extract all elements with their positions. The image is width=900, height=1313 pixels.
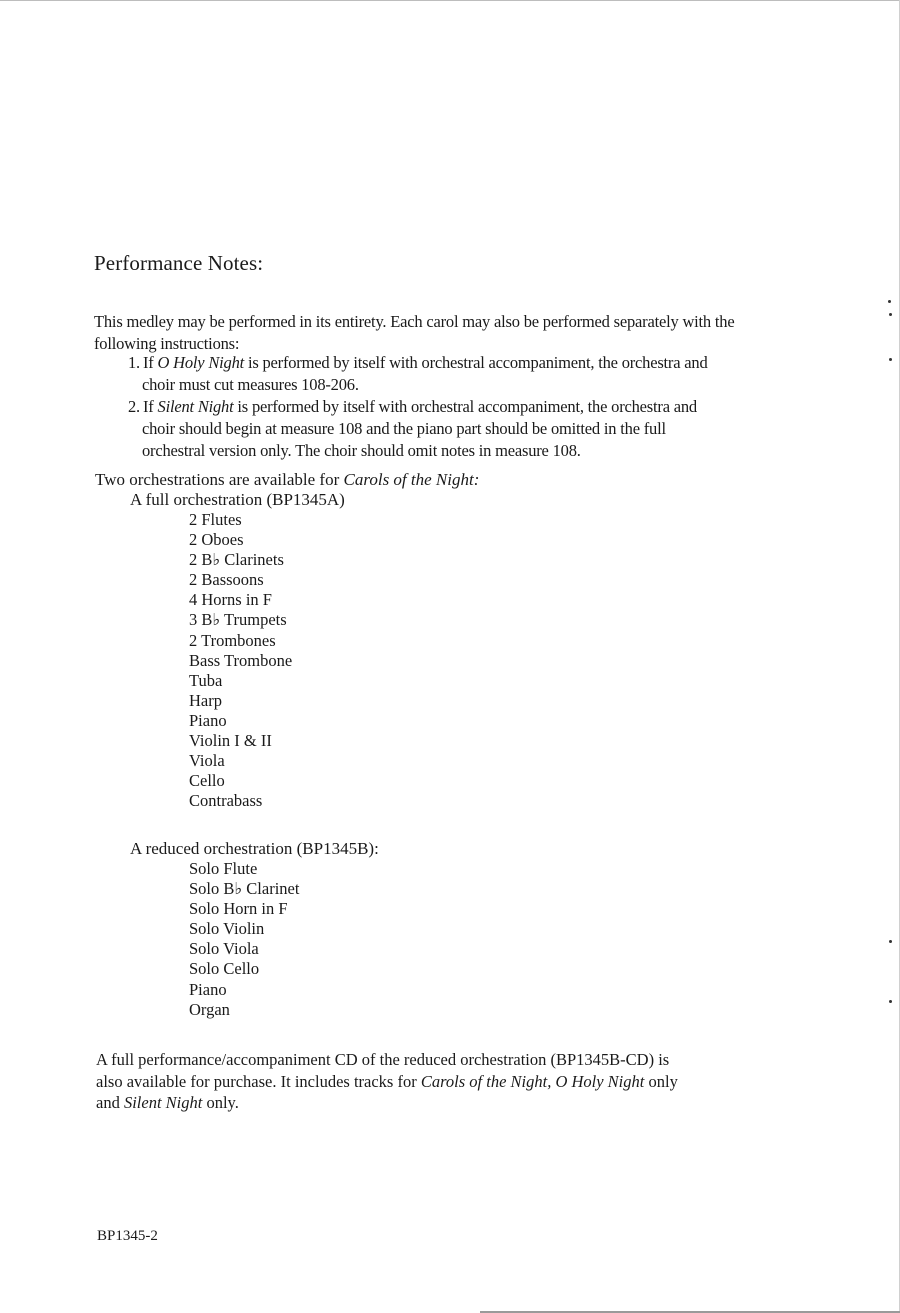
cd-note-paragraph bbox=[96, 1049, 796, 1114]
cd-note-line-2-pre: also available for purchase. It includes tracks for bbox=[96, 1071, 421, 1091]
page-title: Performance Notes: bbox=[94, 251, 264, 275]
instrument-item: Tuba bbox=[189, 670, 223, 690]
instrument-item: Solo Flute bbox=[189, 859, 258, 878]
instruction-1-pre: If bbox=[143, 353, 158, 372]
instruction-2-number: 2. bbox=[128, 397, 140, 416]
availability-title: Carols of the Night: bbox=[343, 470, 480, 489]
reduced-orchestration-list bbox=[189, 859, 299, 1020]
instrument-item: Piano bbox=[189, 979, 227, 999]
instrument-item: Solo B♭ Clarinet bbox=[189, 879, 300, 899]
instruction-1-number: 1. bbox=[128, 353, 140, 372]
instrument-item: Contrabass bbox=[189, 791, 263, 811]
availability-text: Two orchestrations are available for bbox=[95, 470, 344, 489]
instruction-2-pre: If bbox=[143, 397, 158, 416]
scan-speck bbox=[889, 940, 892, 943]
full-orchestration-heading: A full orchestration (BP1345A) bbox=[130, 490, 345, 509]
instruction-2 bbox=[128, 396, 808, 462]
instrument-item: 2 Bassoons bbox=[189, 570, 264, 590]
instrument-item: Viola bbox=[189, 751, 225, 771]
instruction-2-title: Silent Night bbox=[157, 397, 234, 416]
instrument-item: 2 B♭ Clarinets bbox=[189, 550, 284, 570]
instruction-1-line bbox=[128, 352, 808, 374]
instrument-item: Violin I & II bbox=[189, 731, 272, 751]
cd-note-line-1: A full performance/accompaniment CD of the reduced orchestration (BP1345B-CD) is bbox=[96, 1050, 670, 1069]
instrument-item: 3 B♭ Trumpets bbox=[189, 610, 287, 630]
instruction-2-post: is performed by itself with orchestral accompaniment, the orchestra and bbox=[233, 397, 697, 416]
reduced-orchestration-heading: A reduced orchestration (BP1345B): bbox=[130, 839, 379, 858]
instrument-item: 2 Trombones bbox=[189, 630, 276, 650]
instrument-item: 4 Horns in F bbox=[189, 590, 272, 610]
scan-speck bbox=[889, 358, 892, 361]
cd-note-line-3-pre: and bbox=[96, 1093, 124, 1112]
scan-speck bbox=[889, 1000, 892, 1003]
orchestrations-availability bbox=[95, 470, 479, 490]
instruction-2-continuation-2: orchestral version only. The choir should omit notes in measure 108. bbox=[142, 441, 581, 460]
cd-note-line-3-post: only. bbox=[202, 1093, 239, 1112]
intro-paragraph: This medley may be performed in its entirety. Each carol may also be performed separately with the following instructions: bbox=[94, 312, 735, 353]
scan-speck bbox=[888, 300, 891, 303]
page-footer-code: BP1345-2 bbox=[97, 1228, 158, 1244]
instruction-1-title: O Holy Night bbox=[157, 353, 245, 372]
full-orchestration-list bbox=[189, 510, 292, 811]
cd-note-line-3-title: Silent Night bbox=[123, 1093, 203, 1112]
instrument-item: 2 Oboes bbox=[189, 530, 244, 550]
instruction-2-line bbox=[128, 396, 808, 418]
instrument-item: Solo Horn in F bbox=[189, 899, 288, 919]
cd-note-line-2-mid: only bbox=[644, 1071, 678, 1091]
instruction-1-post: is performed by itself with orchestral accompaniment, the orchestra and bbox=[244, 353, 708, 372]
cd-note-line-3 bbox=[96, 1092, 796, 1114]
instrument-item: Harp bbox=[189, 690, 222, 710]
instrument-item: Piano bbox=[189, 710, 227, 730]
instrument-item: Cello bbox=[189, 771, 225, 791]
instrument-item: 2 Flutes bbox=[189, 510, 242, 529]
cd-note-line-2-titles: Carols of the Night, O Holy Night bbox=[420, 1071, 645, 1091]
scan-speck bbox=[889, 313, 892, 316]
page-top-edge bbox=[0, 0, 900, 1]
instrument-item: Solo Violin bbox=[189, 919, 265, 939]
cd-note-line-2 bbox=[96, 1071, 796, 1093]
instruction-2-continuation-1: choir should begin at measure 108 and the piano part should be omitted in the full bbox=[142, 419, 666, 438]
instrument-item: Solo Cello bbox=[189, 959, 260, 979]
instruction-1-continuation: choir must cut measures 108-206. bbox=[142, 375, 359, 394]
instruction-1 bbox=[128, 352, 808, 396]
instrument-item: Solo Viola bbox=[189, 939, 259, 959]
instrument-item: Bass Trombone bbox=[189, 650, 293, 670]
instrument-item: Organ bbox=[189, 999, 230, 1019]
